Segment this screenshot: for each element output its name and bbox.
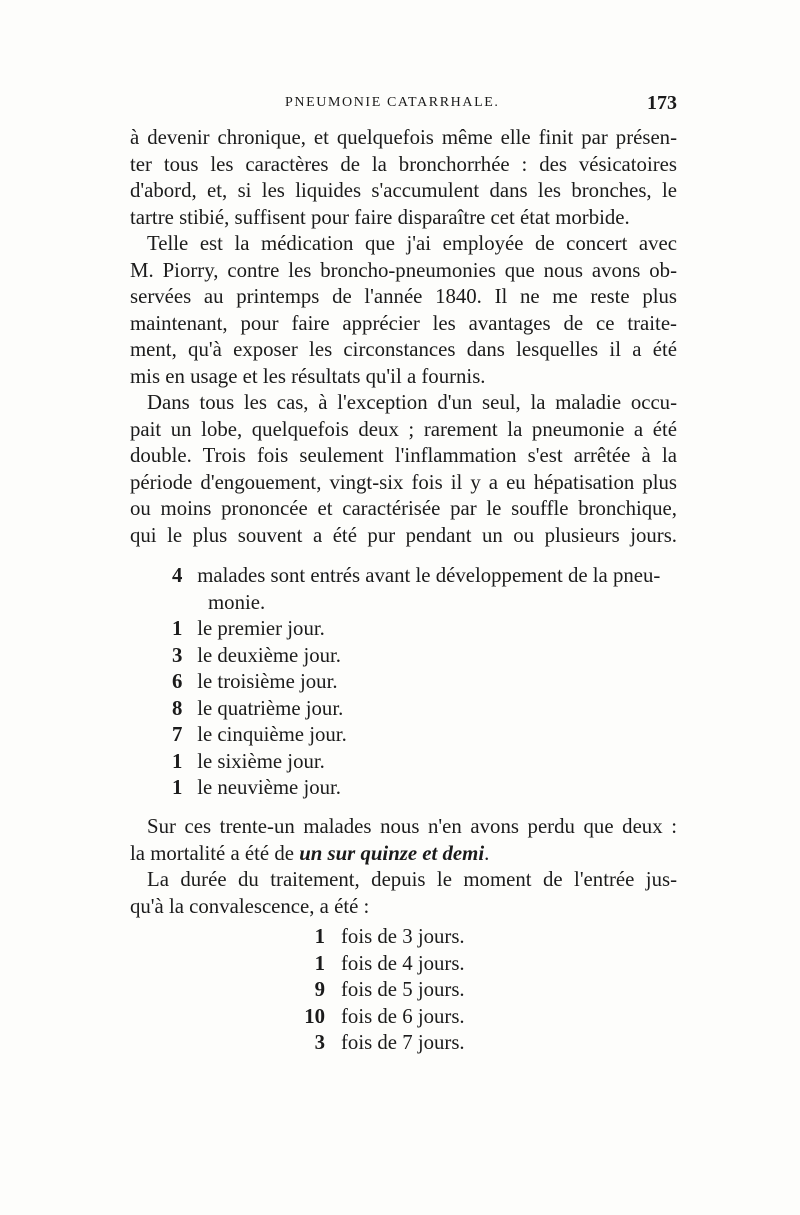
stat-text: le cinquième jour.: [197, 723, 347, 746]
text-line: Telle est la médication que j'ai employée de concert avec: [147, 232, 677, 255]
duration-row: [0, 924, 800, 951]
text-line: pait un lobe, quelquefois deux ; rarement la pneumonie a été: [130, 417, 677, 441]
text-line: ou moins prononcée et caractérisée par le souffle bronchique,: [130, 497, 677, 520]
stat-row: [172, 669, 677, 696]
stat-text: malades sont entrés avant le développement de la pneu-: [197, 564, 661, 587]
stat-text: le neuvième jour.: [197, 776, 342, 799]
stat-count: 6: [172, 670, 183, 693]
treatment-duration-list: [0, 924, 800, 1057]
duration-count: 10: [304, 1004, 325, 1028]
text-line: qui le plus souvent a été pur pendant un ou plusieurs jours.: [130, 523, 677, 547]
running-head: PNEUMONIE CATARRHALE.: [285, 95, 500, 110]
stat-row: [172, 616, 677, 643]
text-line: qu'à la convalescence, a été :: [130, 894, 370, 918]
stat-count: 1: [172, 617, 183, 640]
text-line: d'abord, et, si les liquides s'accumulent dans les bronches, le: [130, 179, 677, 202]
text-fragment: la mortalité a été de: [130, 841, 300, 865]
stat-text: le deuxième jour.: [197, 643, 342, 667]
paragraph-4: [130, 814, 677, 867]
duration-row: [0, 1004, 800, 1031]
page-body: [130, 125, 677, 549]
text-fragment: .: [484, 841, 490, 865]
text-line: servées au printemps de l'année 1840. Il ne me reste plus: [130, 285, 677, 308]
duration-count: 9: [314, 978, 325, 1001]
stat-count: 7: [172, 723, 183, 746]
stat-row: [172, 696, 677, 723]
text-line: tartre stibié, suffisent pour faire disparaître cet état morbide.: [130, 205, 630, 229]
stat-count: 1: [172, 776, 183, 799]
duration-text: fois de 4 jours.: [341, 951, 465, 975]
text-line: Sur ces trente-un malades nous n'en avons perdu que deux :: [147, 815, 677, 838]
duration-text: fois de 3 jours.: [341, 925, 465, 948]
stat-text: le sixième jour.: [197, 749, 325, 773]
paragraph-3: [130, 390, 677, 549]
stat-row: [172, 643, 677, 670]
page-header: [140, 92, 677, 118]
stat-row: [172, 722, 677, 749]
text-line: double. Trois fois seulement l'inflammation s'est arrêtée à la: [130, 444, 677, 467]
duration-count: 1: [314, 951, 325, 975]
paragraph-1: [130, 125, 677, 231]
paragraph-2: [130, 231, 677, 390]
stat-count: 8: [172, 696, 183, 720]
text-line: ment, qu'à exposer les circonstances dans lesquelles il a été: [130, 338, 677, 361]
text-line: à devenir chronique, et quelquefois même elle finit par présen-: [130, 126, 677, 149]
duration-count: 3: [314, 1031, 325, 1054]
stat-continuation: monie.: [208, 590, 266, 614]
emphasis-text: un sur quinze et demi: [299, 841, 485, 865]
stat-row: [172, 563, 677, 590]
text-line: M. Piorry, contre les broncho-pneumonies que nous avons ob-: [130, 258, 677, 282]
stat-count: 4: [172, 564, 183, 587]
text-line: période d'engouement, vingt-six fois il y a eu hépatisation plus: [130, 470, 677, 494]
stat-text: le quatrième jour.: [197, 696, 344, 720]
paragraph-5: [130, 867, 677, 920]
text-line: La durée du traitement, depuis le moment de l'entrée jus-: [147, 868, 677, 891]
duration-row: [0, 1030, 800, 1057]
duration-count: 1: [314, 925, 325, 948]
stat-row: [172, 749, 677, 776]
duration-row: [0, 951, 800, 978]
page-number: 173: [647, 92, 677, 114]
stat-text: le premier jour.: [197, 617, 325, 640]
text-line: Dans tous les cas, à l'exception d'un seul, la maladie occu-: [147, 391, 677, 414]
stat-text: le troisième jour.: [197, 670, 338, 693]
duration-row: [0, 977, 800, 1004]
stat-count: 3: [172, 643, 183, 667]
stat-count: 1: [172, 749, 183, 773]
text-line: maintenant, pour faire apprécier les avantages de ce traite-: [130, 311, 677, 335]
text-line: ter tous les caractères de la bronchorrhée : des vésicatoires: [130, 152, 677, 176]
text-line: [130, 841, 677, 868]
text-line: mis en usage et les résultats qu'il a fournis.: [130, 364, 486, 388]
stat-row: [172, 775, 677, 802]
duration-text: fois de 6 jours.: [341, 1004, 465, 1028]
duration-text: fois de 5 jours.: [341, 978, 465, 1001]
duration-text: fois de 7 jours.: [341, 1031, 465, 1054]
closing-paragraphs: [130, 814, 677, 920]
admission-stats-list: [172, 563, 677, 802]
